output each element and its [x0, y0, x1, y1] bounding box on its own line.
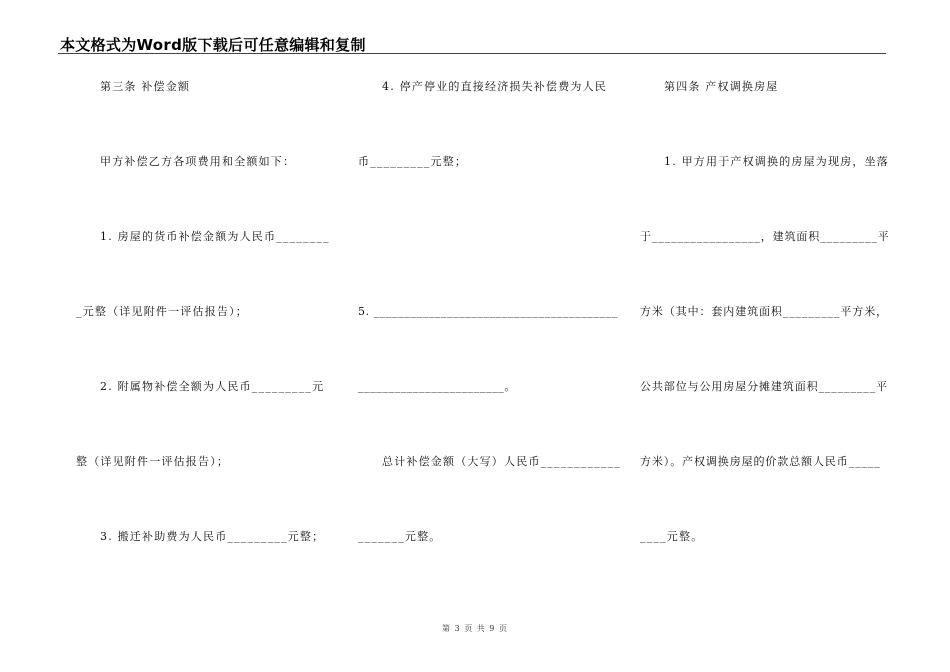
text-line: 整（详见附件一评估报告）； — [76, 455, 230, 468]
page-number: 第 3 页 共 9 页 — [442, 624, 508, 633]
text-line: 3. 搬迁补助费为人民币_________元整； — [100, 530, 325, 543]
clause-heading: 第三条 补偿金额 — [100, 80, 191, 93]
text-line: 4. 停产停业的直接经济损失补偿费为人民 — [382, 80, 607, 93]
text-line: ____元整。 — [640, 530, 704, 543]
text-line: 公共部位与公用房屋分摊建筑面积_________平 — [640, 380, 888, 393]
text-line: 币_________元整； — [358, 155, 468, 168]
text-line: 甲方补偿乙方各项费用和全额如下： — [100, 155, 296, 168]
text-line: 方米）。产权调换房屋的价款总额人民币_____ — [640, 455, 881, 468]
text-line: 于_________________，建筑面积_________平 — [640, 230, 890, 243]
header-divider — [58, 53, 886, 54]
text-line: 5. ________________________________________ — [358, 305, 618, 318]
text-line: 1. 甲方用于产权调换的房屋为现房，坐落 — [664, 155, 889, 168]
text-line: ________________________。 — [358, 380, 516, 393]
text-line: 2. 附属物补偿全额为人民币_________元 — [100, 380, 325, 393]
clause-heading: 第四条 产权调换房屋 — [664, 80, 779, 93]
text-line: 总计补偿金额（大写）人民币____________ — [382, 455, 621, 468]
text-line: _______元整。 — [358, 530, 442, 543]
text-line: _元整（详见附件一评估报告）； — [76, 305, 248, 318]
document-title: 本文格式为Word版下载后可任意编辑和复制 — [60, 36, 366, 54]
text-line: 1. 房屋的货币补偿金额为人民币________ — [100, 230, 330, 243]
text-line: 方米（其中：套内建筑面积_________平方米， — [640, 305, 888, 318]
